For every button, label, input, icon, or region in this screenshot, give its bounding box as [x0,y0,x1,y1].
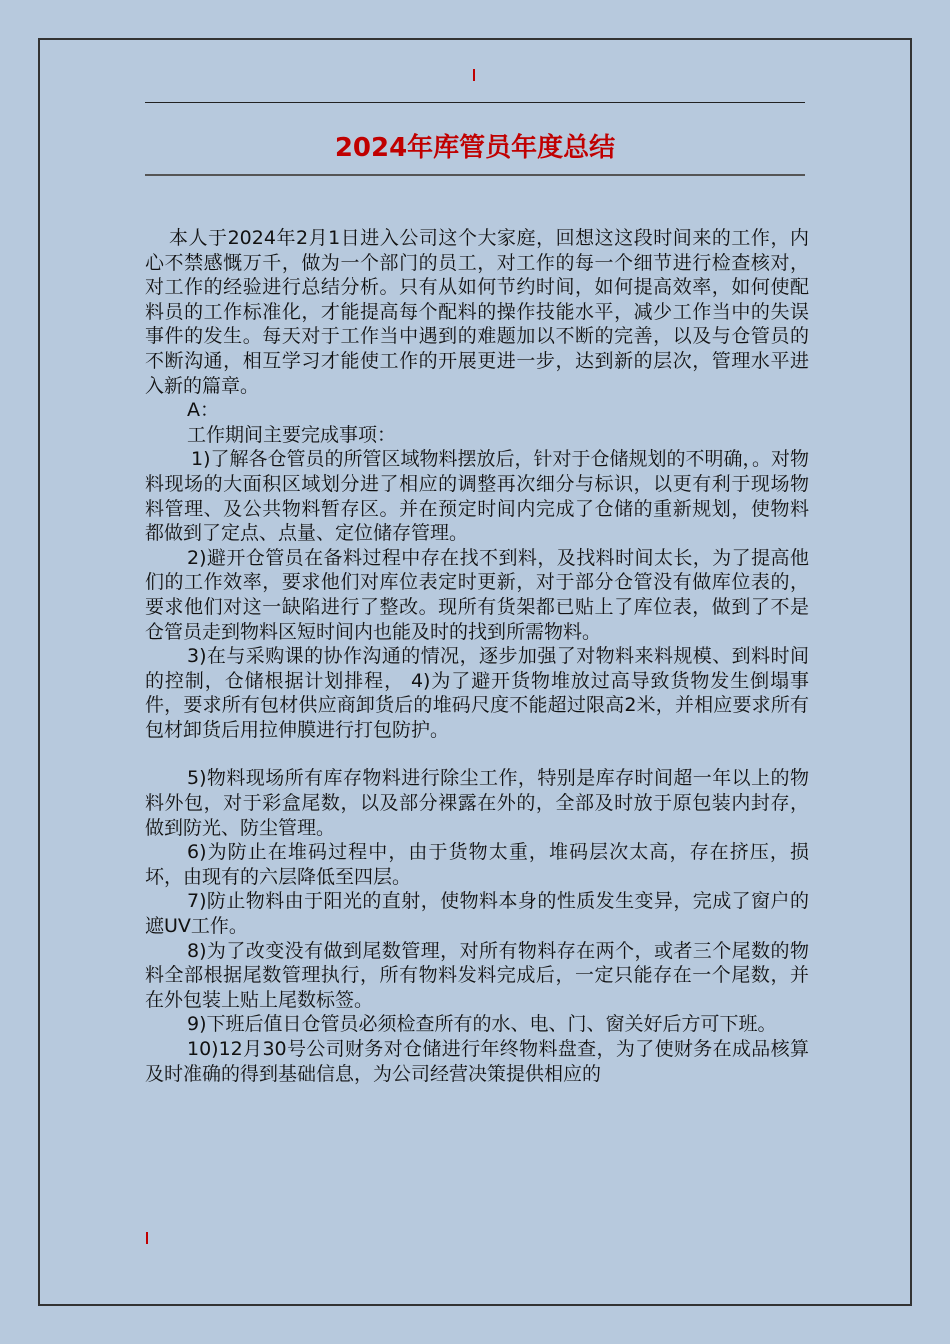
list-item-2: 2)避开仓管员在备料过程中存在找不到料，及找料时间太长，为了提高他们的工作效率，要求他们对库位表定时更新，对于部分仓管没有做库位表的，要求他们对这一缺陷进行了整改。现所有货架都已贴上了库位表，做到了不是仓管员走到物料区短时间内也能及时的找到所需物料。 [145,546,809,643]
list-item-10: 10)12月30号公司财务对仓储进行年终物料盘查，为了使财务在成品核算及时准确的得到基础信息，为公司经营决策提供相应的 [145,1038,809,1085]
section-a-label: A： [187,399,219,422]
list-item-3: 3)在与采购课的协作沟通的情况，逐步加强了对物料来料规模、到料时间的控制，仓储根据计划排程， 4)为了避开货物堆放过高导致货物发生倒塌事件，要求所有包材供应商卸货后的堆码尺度不能超过限高2米，并相应要求所有包材卸货后用拉伸膜进行打包防护。 [145,645,809,741]
footer-cursor-mark [146,1232,148,1244]
list-item-6: 6)为防止在堆码过程中，由于货物太重，堆码层次太高，存在挤压，损坏，由现有的六层降低至四层。 [145,841,809,888]
section-heading: 工作期间主要完成事项： [187,423,397,446]
paragraph-gap [145,742,809,766]
document-title: 2024年库管员年度总结 [334,133,616,163]
header-cursor-mark [473,69,475,81]
intro-paragraph: 本人于2024年2月1日进入公司这个大家庭，回想这这段时间来的工作，内心不禁感慨万千，做为一个部门的员工，对工作的每一个细节进行检查核对，对工作的经验进行总结分析。只有从如何节约时间，如何提高效率，如何使配料员的工作标准化，才能提高每个配料的操作技能水平，减少工作当中的失误事件的发生。每天对于工作当中遇到的难题加以不断的完善，以及与仓管员的不断沟通，相互学习才能使工作的开展更进一步，达到新的层次，管理水平进入新的篇章。 [145,227,809,397]
header-rule [145,102,805,103]
list-item-7: 7)防止物料由于阳光的直射，使物料本身的性质发生变异，完成了窗户的遮UV工作。 [145,890,809,938]
list-item-5: 5)物料现场所有库存物料进行除尘工作，特别是库存时间超一年以上的物料外包，对于彩盒尾数，以及部分裸露在外的，全部及时放于原包装内封存，做到防光、防尘管理。 [145,767,809,839]
list-item-1: 1)了解各仓管员的所管区域物料摆放后，针对于仓储规划的不明确，。对物料现场的大面积区域划分进了相应的调整再次细分与标识，以更有利于现场物料管理、及公共物料暂存区。并在预定时间内完成了仓储的重新规划，使物料都做到了定点、点量、定位储存管理。 [145,448,810,545]
list-item-9: 9)下班后值日仓管员必须检查所有的水、电、门、窗关好后方可下班。 [187,1013,777,1036]
list-item-8: 8)为了改变没有做到尾数管理，对所有物料存在两个，或者三个尾数的物料全部根据尾数管理执行，所有物料发料完成后，一定只能存在一个尾数，并在外包装上贴上尾数标签。 [145,939,809,1011]
document-body [145,226,809,1086]
title-underline [145,174,805,176]
